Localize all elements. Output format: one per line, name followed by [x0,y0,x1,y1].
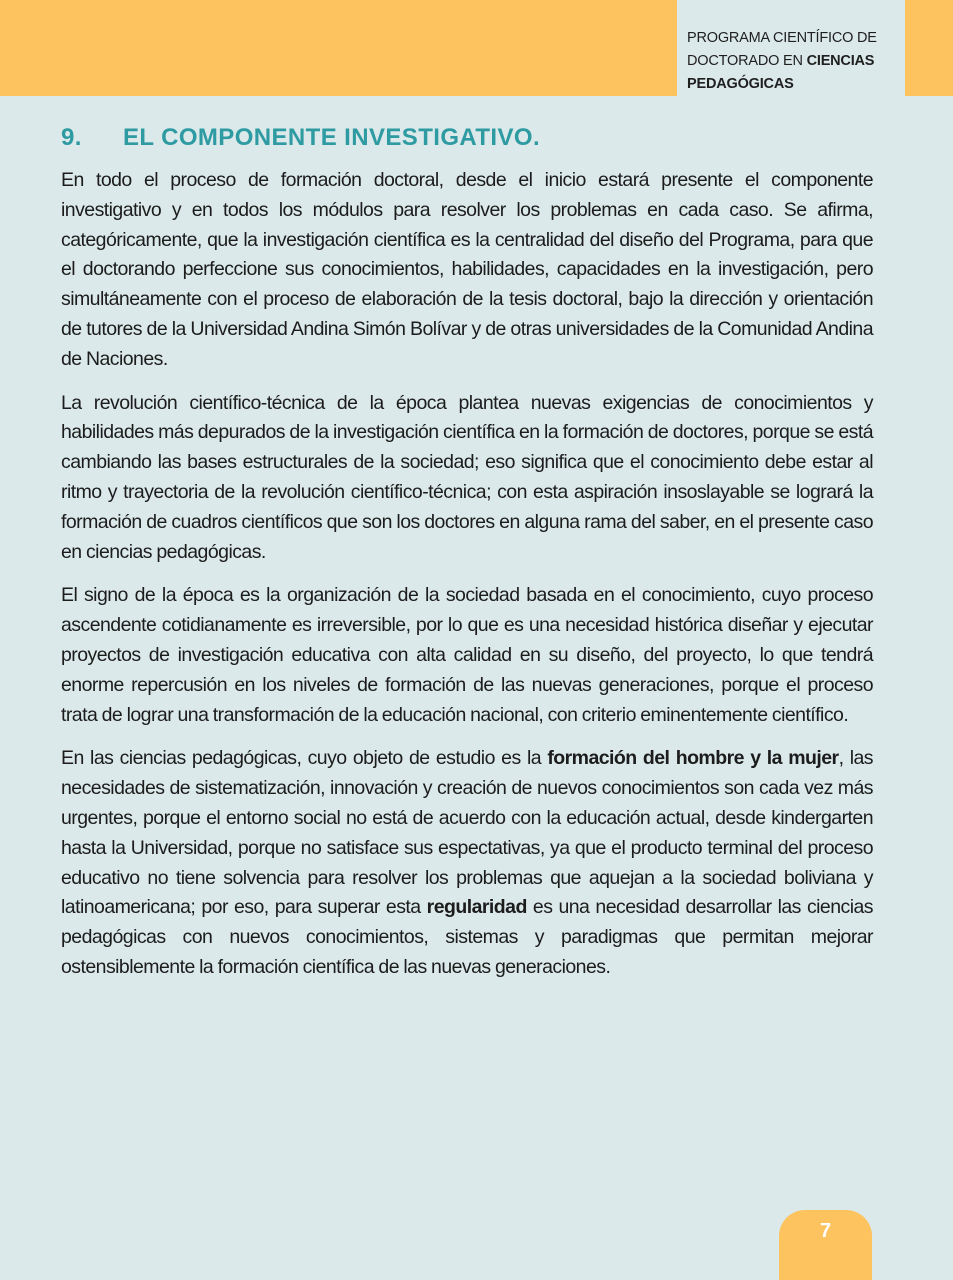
page-number: 7 [819,1220,832,1242]
section-title: EL COMPONENTE INVESTIGATIVO. [123,124,541,151]
header-line-3 [687,73,905,96]
header-line-2-prefix: DOCTORADO EN [687,53,807,69]
paragraph-1: En todo el proceso de formación doctoral, desde el inicio estará presente el componente investigativo y en todos los módulos para resolver los problemas en cada caso. Se afirma, categóricamente, que la investigación científica es la centralidad del diseño del Programa, para que el doctorando perfeccione sus conocimientos, habilidades, capacidades en la investigación, pero simultáneamente con el proceso de elaboración de la tesis doctoral, bajo la dirección y orientación de tutores de la Universidad Andina Simón Bolívar y de otras universidades de la Comunidad Andina de Naciones. [61,169,873,370]
header-line-1: PROGRAMA CIENTÍFICO DE [687,30,877,46]
running-header [677,0,905,96]
paragraph-4-text-2: , las necesidades de sistematización, innovación y creación de nuevos conocimientos son cada vez más urgentes, porque el entorno social no está de acuerdo con la educación actual, desde kindergarten hasta la Universidad, porque no satisface sus espectativas, ya que el producto terminal del proceso educativo no tiene solvencia para resolver los problemas que aquejan a la sociedad boliviana y latinoamericana; por eso, para superar esta [61,747,874,919]
page-content [61,120,873,997]
paragraph-4-text-1: En las ciencias pedagógicas, cuyo objeto de estudio es la [61,747,548,770]
section-heading [61,120,873,156]
section-number: 9. [61,124,82,151]
header-line-3-bold: PEDAGÓGICAS [687,76,794,92]
paragraph-4 [61,744,873,982]
header-line-2-bold: CIENCIAS [806,53,875,69]
paragraph-3: El signo de la época es la organización de la sociedad basada en el conocimiento, cuyo proceso ascendente cotidianamente es irreversible, por lo que es una necesidad histórica diseñar y ejecutar proyectos de investigación educativa con alta calidad en su diseño, del proyecto, lo que tendrá enorme repercusión en los niveles de formación de las nuevas generaciones, porque el proceso trata de lograr una transformación de la educación nacional, con criterio eminentemente científico. [61,584,873,726]
paragraph-4-emphasis-1: formación del hombre y la mujer [547,747,839,770]
header-line-2 [687,50,905,73]
paragraph-2: La revolución científico-técnica de la época plantea nuevas exigencias de conocimientos y habilidades más depurados de la investigación científica en la formación de doctores, porque se está cambiando las bases estructurales de la sociedad; eso significa que el conocimiento debe estar al ritmo y trayectoria de la revolución científico-técnica; con esta aspiración insoslayable se logrará la formación de cuadros científicos que son los doctores en alguna rama del saber, en el presente caso en ciencias pedagógicas. [61,391,873,563]
paragraph-4-text-3: es una necesidad desarrollar las ciencias pedagógicas con nuevos conocimientos, sistemas y paradigmas que permitan mejorar ostensiblemente la formación científica de las nuevas generaciones. [61,896,873,978]
paragraph-4-emphasis-2: regularidad [426,896,527,919]
page-number-tab [779,1210,872,1280]
